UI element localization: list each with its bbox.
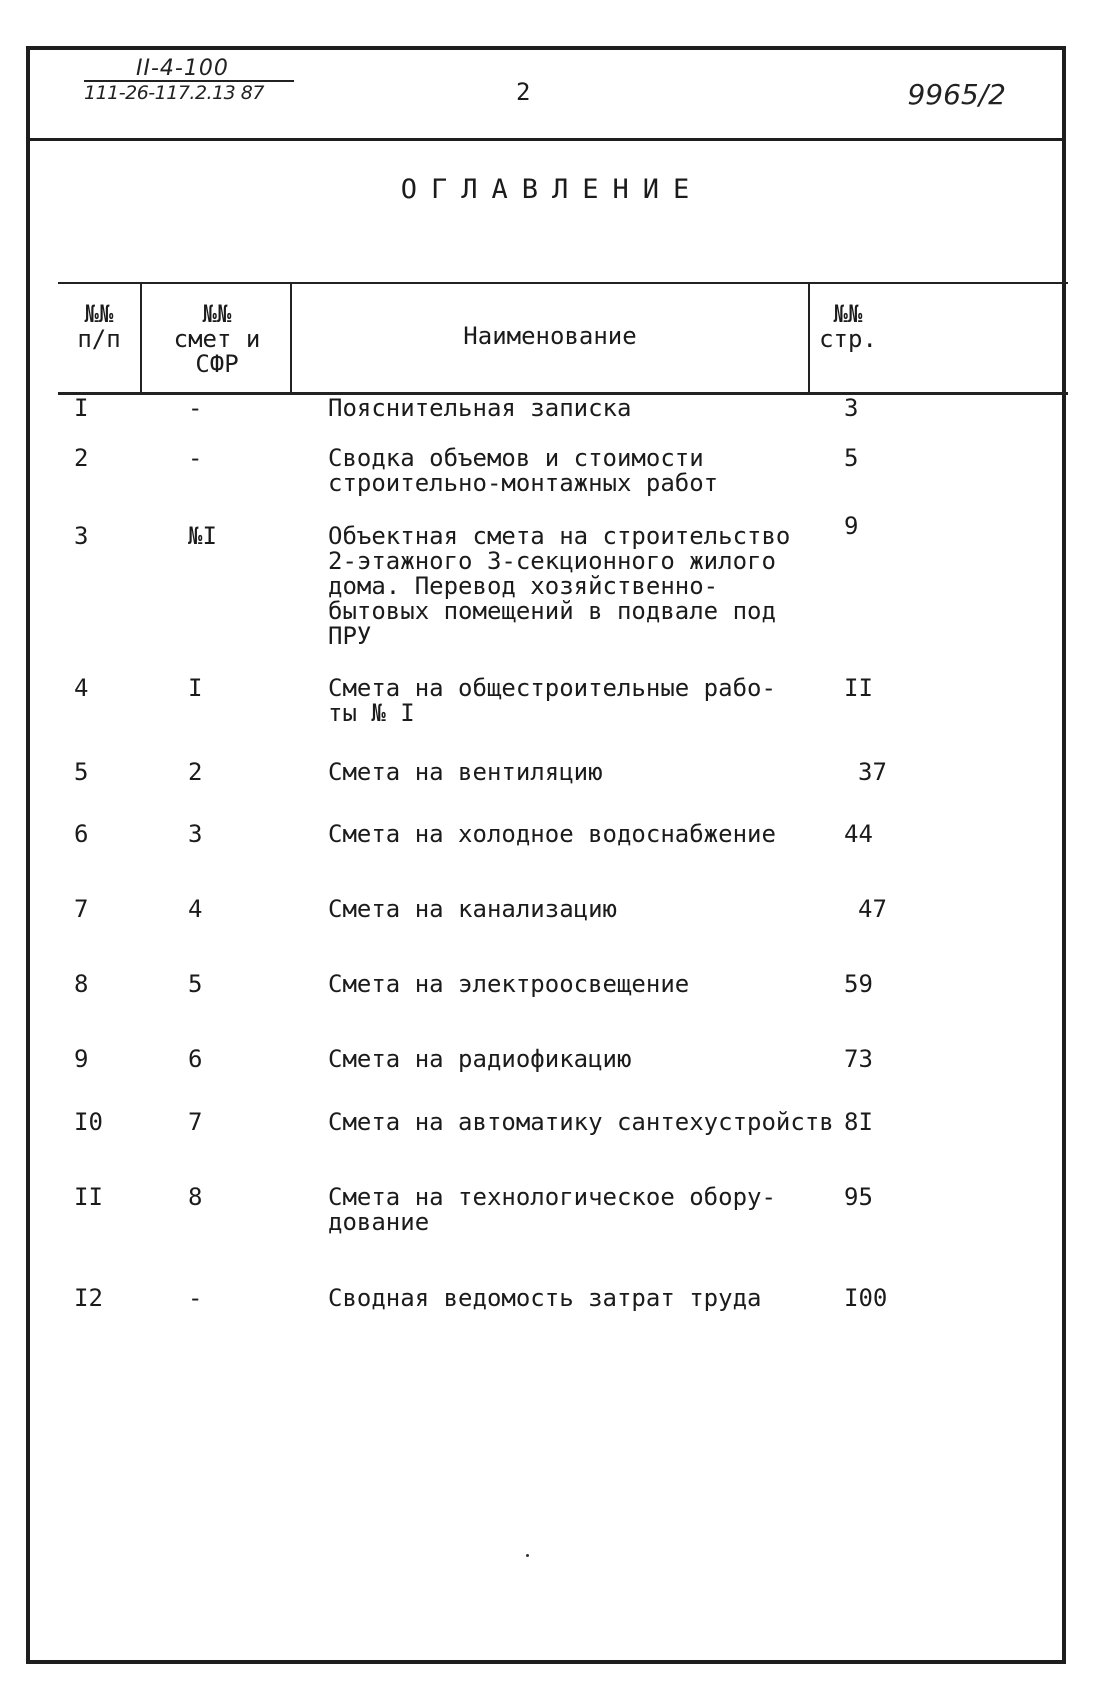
document-frame <box>26 46 1066 1664</box>
row-estimate: 4 <box>188 895 203 923</box>
row-page: 9 <box>844 512 859 540</box>
row-number: I <box>74 394 89 422</box>
row-estimate: I <box>188 674 203 702</box>
row-name: Смета на холодное водоснабжение <box>328 820 776 848</box>
row-name: Пояснительная записка <box>328 394 632 422</box>
column-header-name: Наименование <box>463 322 637 350</box>
scan-speck <box>526 1554 529 1557</box>
row-name: Смета на вентиляцию <box>328 758 603 786</box>
column-header-number: №№ п/п <box>77 300 121 353</box>
row-page: 8I <box>844 1108 873 1136</box>
sheet-number: 9965/2 <box>907 78 1006 111</box>
row-number: II <box>74 1183 103 1211</box>
page-title: ОГЛАВЛЕНИЕ <box>400 174 704 205</box>
row-name: Смета на автоматику сантехустройств <box>328 1108 834 1136</box>
row-number: 8 <box>74 970 89 998</box>
row-number: I2 <box>74 1284 103 1312</box>
row-name: Смета на технологическое обору- дование <box>328 1183 776 1236</box>
row-estimate: 6 <box>188 1045 203 1073</box>
row-page: 47 <box>858 895 887 923</box>
row-number: 5 <box>74 758 89 786</box>
row-page: I00 <box>844 1284 888 1312</box>
row-name: Объектная смета на строительство 2-этажного 3-секционного жилого дома. Перевод хозяйственно- бытовых помещений в подвале под ПРУ <box>328 522 791 650</box>
row-estimate: 8 <box>188 1183 203 1211</box>
row-estimate: - <box>188 394 203 422</box>
row-number: 3 <box>74 522 89 550</box>
row-page: 5 <box>844 444 859 472</box>
row-page: II <box>844 674 873 702</box>
row-name: Смета на электроосвещение <box>328 970 690 998</box>
table-header <box>58 282 1068 395</box>
row-estimate: 2 <box>188 758 203 786</box>
row-number: 4 <box>74 674 89 702</box>
row-estimate: 7 <box>188 1108 203 1136</box>
row-estimate: - <box>188 444 203 472</box>
row-number: 6 <box>74 820 89 848</box>
row-estimate: №I <box>188 522 217 550</box>
row-page: 73 <box>844 1045 873 1073</box>
row-name: Сводная ведомость затрат труда <box>328 1284 762 1312</box>
row-page: 44 <box>844 820 873 848</box>
row-estimate: 5 <box>188 970 203 998</box>
row-estimate: 3 <box>188 820 203 848</box>
row-estimate: - <box>188 1284 203 1312</box>
project-code: II-4-100 <box>136 56 229 81</box>
row-name: Сводка объемов и стоимости строительно-монтажных работ <box>328 444 719 497</box>
row-number: 7 <box>74 895 89 923</box>
header-divider <box>30 138 1062 141</box>
row-page: 95 <box>844 1183 873 1211</box>
row-name: Смета на канализацию <box>328 895 617 923</box>
row-name: Смета на общестроительные рабо- ты № I <box>328 674 776 727</box>
row-page: 37 <box>858 758 887 786</box>
row-number: 9 <box>74 1045 89 1073</box>
row-page: 59 <box>844 970 873 998</box>
row-page: 3 <box>844 394 859 422</box>
row-number: 2 <box>74 444 89 472</box>
row-name: Смета на радиофикацию <box>328 1045 632 1073</box>
page-number: 2 <box>516 78 531 106</box>
document-code: 111-26-117.2.13 87 <box>84 80 294 104</box>
row-number: I0 <box>74 1108 103 1136</box>
column-header-page: №№ стр. <box>819 300 877 353</box>
column-header-estimate: №№ смет и СФР <box>173 300 261 378</box>
